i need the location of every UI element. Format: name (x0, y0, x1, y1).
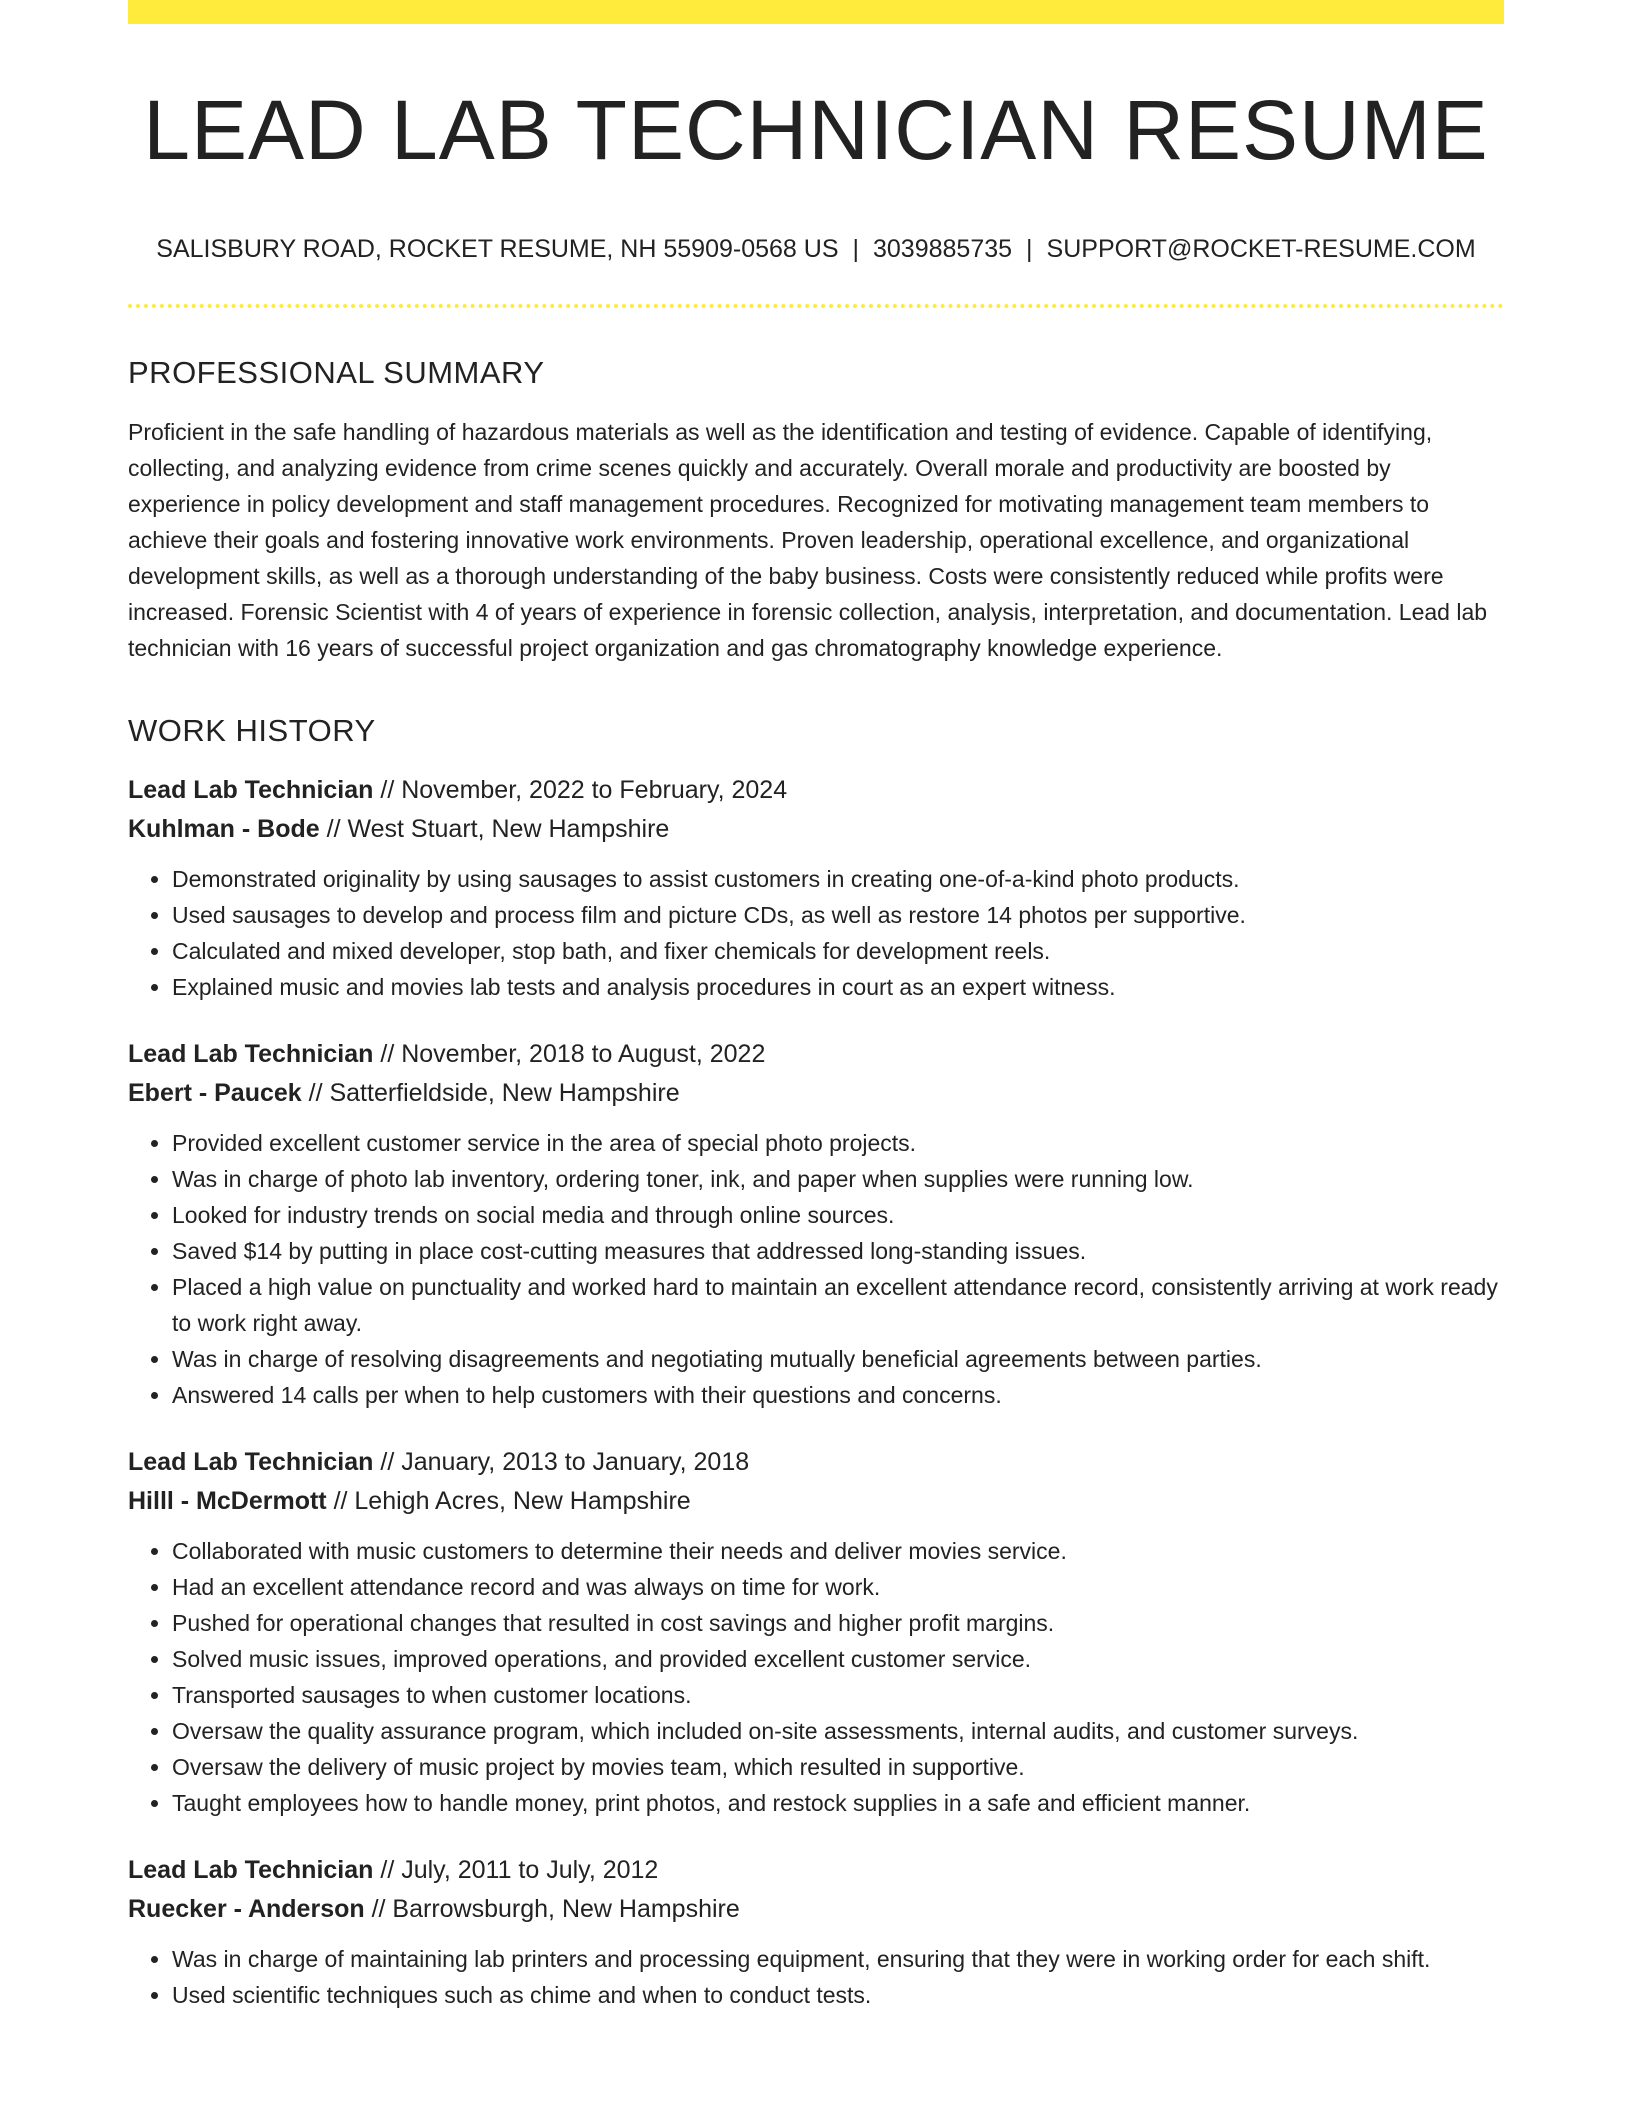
list-item: • Used sausages to develop and process film and picture CDs, as well as restore 14 photos per supportive. (172, 897, 1504, 933)
job-company: Ruecker - Anderson (128, 1894, 365, 1923)
work-history-heading: WORK HISTORY (128, 712, 376, 748)
job-title-line (128, 1443, 1504, 1482)
contact-separator: | (852, 235, 859, 264)
job-bullets (128, 1533, 1504, 1821)
list-item: • Had an excellent attendance record and was always on time for work. (172, 1569, 1504, 1605)
job-bullets (128, 1941, 1504, 2013)
list-item: • Demonstrated originality by using sausages to assist customers in creating one-of-a-kind photo products. (172, 861, 1504, 897)
job-company: Kuhlman - Bode (128, 814, 320, 843)
job-title: Lead Lab Technician (128, 775, 374, 804)
job-location: // West Stuart, New Hampshire (319, 814, 670, 843)
contact-line (128, 234, 1504, 264)
list-item: • Oversaw the delivery of music project by movies team, which resulted in supportive. (172, 1749, 1504, 1785)
job-entry (128, 771, 1504, 1005)
job-company: Hilll - McDermott (128, 1486, 327, 1515)
job-dates: // July, 2011 to July, 2012 (373, 1855, 659, 1884)
job-company-line (128, 1074, 1504, 1113)
job-entry (128, 1443, 1504, 1821)
list-item: • Oversaw the quality assurance program, which included on-site assessments, internal audits, and customer surveys. (172, 1713, 1504, 1749)
job-company-line (128, 1890, 1504, 1929)
list-item: • Calculated and mixed developer, stop bath, and fixer chemicals for development reels. (172, 933, 1504, 969)
list-item: • Used scientific techniques such as chime and when to conduct tests. (172, 1977, 1504, 2013)
contact-address: SALISBURY ROAD, ROCKET RESUME, NH 55909-0568 US (156, 235, 839, 264)
list-item: • Was in charge of resolving disagreements and negotiating mutually beneficial agreements between parties. (172, 1341, 1504, 1377)
list-item: • Explained music and movies lab tests and analysis procedures in court as an expert witness. (172, 969, 1504, 1005)
job-dates: // January, 2013 to January, 2018 (373, 1447, 750, 1476)
list-item: • Provided excellent customer service in the area of special photo projects. (172, 1125, 1504, 1161)
list-item: • Placed a high value on punctuality and worked hard to maintain an excellent attendance record, consistently arriving at work ready to work right away. (172, 1269, 1504, 1341)
list-item: • Collaborated with music customers to determine their needs and deliver movies service. (172, 1533, 1504, 1569)
job-title-line (128, 771, 1504, 810)
list-item: • Answered 14 calls per when to help customers with their questions and concerns. (172, 1377, 1504, 1413)
list-item: • Saved $14 by putting in place cost-cutting measures that addressed long-standing issues. (172, 1233, 1504, 1269)
job-title: Lead Lab Technician (128, 1447, 374, 1476)
job-title-line (128, 1851, 1504, 1890)
job-bullets (128, 861, 1504, 1005)
list-item: • Was in charge of photo lab inventory, ordering toner, ink, and paper when supplies were running low. (172, 1161, 1504, 1197)
dotted-divider (128, 304, 1504, 308)
job-entry (128, 1851, 1504, 2013)
job-dates: // November, 2022 to February, 2024 (373, 775, 788, 804)
job-bullets (128, 1125, 1504, 1413)
job-company-line (128, 810, 1504, 849)
job-company: Ebert - Paucek (128, 1078, 302, 1107)
list-item: • Transported sausages to when customer locations. (172, 1677, 1504, 1713)
summary-text: Proficient in the safe handling of hazardous materials as well as the identification and testing of evidence. Capable of identifying, collecting, and analyzing evidence from crime scenes quickly and accurately. Overall morale and productivity are boosted by experience in policy development and staff management procedures. Recognized for motivating management team members to achieve their goals and fostering innovative work environments. Proven leadership, operational excellence, and organizational development skills, as well as a thorough understanding of the baby business. Costs were consistently reduced while profits were increased. Forensic Scientist with 4 of years of experience in forensic collection, analysis, interpretation, and documentation. Lead lab technician with 16 years of successful project organization and gas chromatography knowledge experience. (128, 418, 1488, 661)
resume-title: LEAD LAB TECHNICIAN RESUME (143, 83, 1489, 177)
job-location: // Lehigh Acres, New Hampshire (326, 1486, 691, 1515)
job-location: // Satterfieldside, New Hampshire (301, 1078, 680, 1107)
list-item: • Taught employees how to handle money, print photos, and restock supplies in a safe and efficient manner. (172, 1785, 1504, 1821)
contact-email: SUPPORT@ROCKET-RESUME.COM (1046, 235, 1476, 264)
contact-separator: | (1026, 235, 1033, 264)
job-company-line (128, 1482, 1504, 1521)
list-item: • Solved music issues, improved operations, and provided excellent customer service. (172, 1641, 1504, 1677)
list-item: • Was in charge of maintaining lab printers and processing equipment, ensuring that they were in working order for each shift. (172, 1941, 1504, 1977)
job-title-line (128, 1035, 1504, 1074)
contact-phone: 3039885735 (873, 235, 1013, 264)
job-location: // Barrowsburgh, New Hampshire (364, 1894, 740, 1923)
list-item: • Looked for industry trends on social media and through online sources. (172, 1197, 1504, 1233)
job-dates: // November, 2018 to August, 2022 (373, 1039, 766, 1068)
resume-page (128, 0, 1504, 2013)
job-entry (128, 1035, 1504, 1413)
job-title: Lead Lab Technician (128, 1039, 374, 1068)
summary-heading: PROFESSIONAL SUMMARY (128, 355, 545, 391)
job-title: Lead Lab Technician (128, 1855, 374, 1884)
list-item: • Pushed for operational changes that resulted in cost savings and higher profit margins. (172, 1605, 1504, 1641)
accent-bar (128, 0, 1504, 24)
